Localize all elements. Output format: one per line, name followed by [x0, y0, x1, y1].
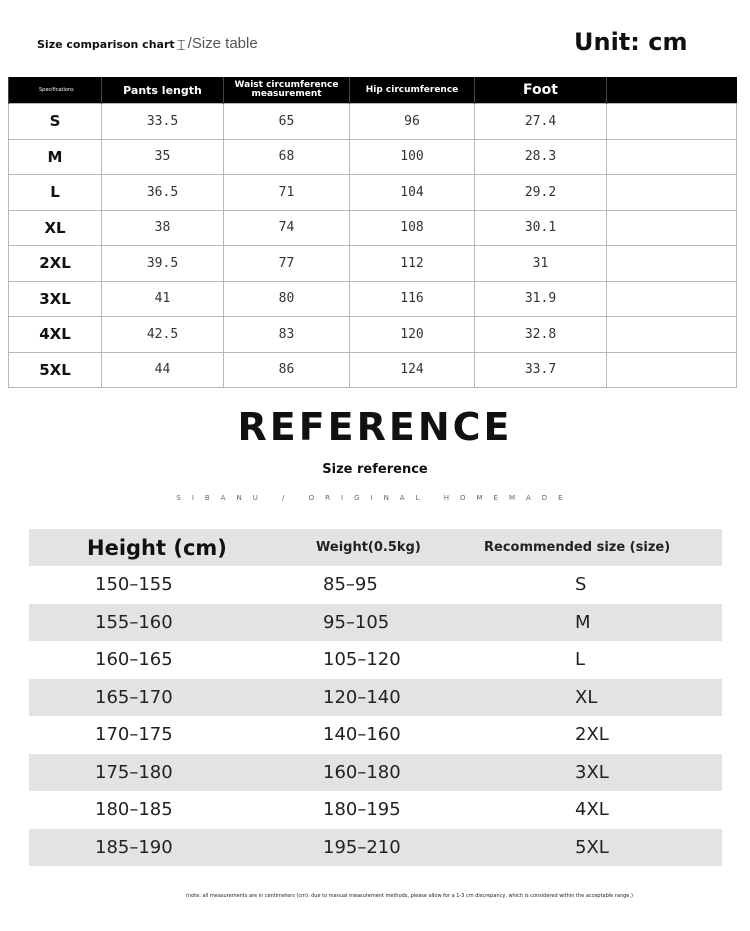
size-cell: 5XL: [575, 836, 609, 858]
value-cell: 124: [350, 352, 475, 388]
header-recommended-size: Recommended size (size): [484, 540, 671, 555]
list-item: [29, 791, 722, 829]
height-cell: 180–185: [95, 799, 173, 821]
header-specifications: Specifications: [9, 77, 102, 104]
reference-subtitle: Size reference: [322, 462, 428, 477]
size-cell: S: [575, 574, 587, 596]
height-cell: 175–180: [95, 761, 173, 783]
value-cell: [607, 104, 737, 140]
value-cell: 33.5: [102, 104, 224, 140]
value-cell: 108: [350, 210, 475, 246]
size-cell: L: [9, 175, 102, 211]
table-row: [9, 139, 737, 175]
header-hip: Hip circumference: [350, 77, 475, 104]
value-cell: 27.4: [475, 104, 607, 140]
value-cell: 44: [102, 352, 224, 388]
table-row: [9, 281, 737, 317]
size-cell: 3XL: [9, 281, 102, 317]
reference-table-header: [29, 529, 722, 566]
weight-cell: 95–105: [323, 611, 390, 633]
value-cell: 83: [224, 317, 350, 353]
height-cell: 185–190: [95, 836, 173, 858]
size-cell: 2XL: [575, 724, 609, 746]
height-cell: 165–170: [95, 686, 173, 708]
list-item: [29, 716, 722, 754]
weight-cell: 195–210: [323, 836, 401, 858]
size-cell: 2XL: [9, 246, 102, 282]
size-table-header: [9, 77, 737, 104]
weight-cell: 120–140: [323, 686, 401, 708]
reference-table: [29, 529, 722, 866]
size-cell: 4XL: [9, 317, 102, 353]
value-cell: [607, 352, 737, 388]
table-row: [9, 104, 737, 140]
value-cell: 71: [224, 175, 350, 211]
value-cell: 104: [350, 175, 475, 211]
list-item: [29, 679, 722, 717]
list-item: [29, 754, 722, 792]
table-row: [9, 175, 737, 211]
size-cell: S: [9, 104, 102, 140]
header-foot: Foot: [475, 77, 607, 104]
value-cell: [607, 210, 737, 246]
table-row: [9, 317, 737, 353]
weight-cell: 105–120: [323, 649, 401, 671]
value-cell: 41: [102, 281, 224, 317]
value-cell: 116: [350, 281, 475, 317]
value-cell: 35: [102, 139, 224, 175]
value-cell: 28.3: [475, 139, 607, 175]
header-empty: [607, 77, 737, 104]
value-cell: 29.2: [475, 175, 607, 211]
size-cell: XL: [575, 686, 598, 708]
value-cell: 31.9: [475, 281, 607, 317]
chart-title-text: Size comparison chart: [37, 38, 175, 51]
size-cell: M: [9, 139, 102, 175]
value-cell: 86: [224, 352, 350, 388]
text-cursor-icon: ⌶: [176, 36, 186, 54]
height-cell: 155–160: [95, 611, 173, 633]
header-pants-length: Pants length: [102, 77, 224, 104]
value-cell: 33.7: [475, 352, 607, 388]
value-cell: 65: [224, 104, 350, 140]
weight-cell: 160–180: [323, 761, 401, 783]
value-cell: 77: [224, 246, 350, 282]
chart-title: [37, 34, 258, 52]
value-cell: 31: [475, 246, 607, 282]
value-cell: 38: [102, 210, 224, 246]
value-cell: 112: [350, 246, 475, 282]
value-cell: 39.5: [102, 246, 224, 282]
unit-label: Unit: cm: [574, 28, 688, 56]
size-cell: XL: [9, 210, 102, 246]
list-item: [29, 604, 722, 642]
value-cell: 74: [224, 210, 350, 246]
value-cell: [607, 317, 737, 353]
weight-cell: 140–160: [323, 724, 401, 746]
brand-line: SIBANU / ORIGINAL HOMEMADE: [176, 494, 574, 502]
value-cell: [607, 175, 737, 211]
size-cell: L: [575, 649, 586, 671]
value-cell: 30.1: [475, 210, 607, 246]
footnote: (note: all measurements are in centimeters (cm). due to manual measurement methods, please allow for a 1-3 cm discrepancy, which is considered within the acceptable range.): [186, 893, 633, 899]
value-cell: 100: [350, 139, 475, 175]
size-table: [8, 77, 737, 388]
size-cell: 5XL: [9, 352, 102, 388]
value-cell: 80: [224, 281, 350, 317]
size-cell: M: [575, 611, 591, 633]
list-item: [29, 566, 722, 604]
value-cell: [607, 281, 737, 317]
header-weight: Weight(0.5kg): [316, 540, 421, 555]
value-cell: 36.5: [102, 175, 224, 211]
height-cell: 160–165: [95, 649, 173, 671]
header-height: Height (cm): [87, 535, 227, 560]
value-cell: 96: [350, 104, 475, 140]
height-cell: 170–175: [95, 724, 173, 746]
header-waist: Waist circumference measurement: [224, 77, 350, 104]
height-cell: 150–155: [95, 574, 173, 596]
size-cell: 4XL: [575, 799, 609, 821]
size-cell: 3XL: [575, 761, 609, 783]
list-item: [29, 641, 722, 679]
value-cell: [607, 139, 737, 175]
table-row: [9, 352, 737, 388]
table-row: [9, 246, 737, 282]
value-cell: [607, 246, 737, 282]
value-cell: 120: [350, 317, 475, 353]
weight-cell: 85–95: [323, 574, 378, 596]
value-cell: 42.5: [102, 317, 224, 353]
value-cell: 68: [224, 139, 350, 175]
list-item: [29, 829, 722, 867]
chart-subtitle: /Size table: [187, 35, 258, 52]
value-cell: 32.8: [475, 317, 607, 353]
reference-title: REFERENCE: [237, 405, 513, 449]
table-row: [9, 210, 737, 246]
weight-cell: 180–195: [323, 799, 401, 821]
